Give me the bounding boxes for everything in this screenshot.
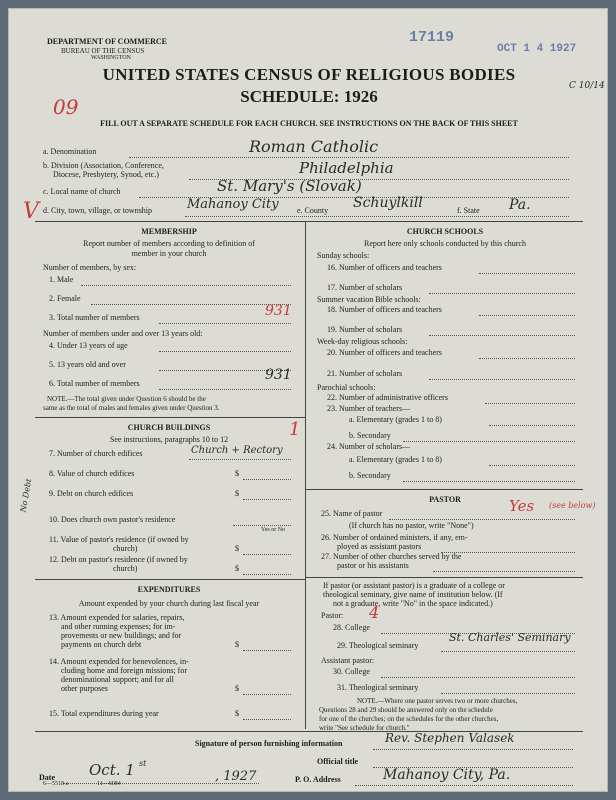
buildings-heading: CHURCH BUILDINGS	[127, 423, 211, 432]
q23a-label: a. Elementary (grades 1 to 8)	[349, 415, 442, 424]
q11-label: 11. Value of pastor's residence (if owned by	[49, 535, 189, 544]
graduate-text-3: not a graduate, write "No" in the space indicated.)	[333, 599, 493, 608]
q24a-label: a. Elementary (grades 1 to 8)	[349, 455, 442, 464]
corner-note: C 10/14	[569, 81, 605, 91]
q16-label: 16. Number of officers and teachers	[327, 263, 442, 272]
q12-label-2: church)	[113, 564, 138, 573]
date-label: Date	[39, 773, 55, 782]
church-name-value: St. Mary's (Slovak)	[217, 177, 362, 195]
schools-intro: Report here only schools conducted by this church	[364, 239, 526, 248]
pastor-note-2: Questions 28 and 29 should be answered only on the schedule	[319, 706, 493, 714]
summer-label: Summer vacation Bible schools:	[317, 295, 421, 304]
q29-label: 29. Theological seminary	[337, 641, 419, 650]
q28-label: 28. College	[333, 623, 370, 632]
q2-female-label: 2. Female	[49, 294, 81, 303]
official-title-label: Official title	[317, 757, 359, 766]
q13-line-4: payments on church debt	[61, 640, 142, 649]
q3-total-label: 3. Total number of members	[49, 313, 140, 322]
q25-note: (see below)	[549, 501, 596, 510]
date-year: , 1927	[215, 769, 257, 784]
q31-label: 31. Theological seminary	[337, 683, 419, 692]
city-town-label: d. City, town, village, or township	[43, 206, 153, 215]
q7-label: 7. Number of church edifices	[49, 449, 143, 458]
yes-no-hint: Yes or No	[261, 527, 286, 533]
membership-heading: MEMBERSHIP	[141, 227, 197, 236]
q18-label: 18. Number of officers and teachers	[327, 305, 442, 314]
q12-label: 12. Debt on pastor's residence (if owned by	[49, 555, 188, 564]
q25-label: 25. Name of pastor	[321, 509, 383, 518]
q15-dollar: $	[235, 709, 239, 718]
q17-label: 17. Number of scholars	[327, 283, 403, 292]
address-label: P. O. Address	[295, 775, 341, 784]
form-instruction: FILL OUT A SEPARATE SCHEDULE FOR EACH CHURCH. SEE INSTRUCTIONS ON THE BACK OF THIS SHEET	[100, 119, 518, 128]
q26-label-2: ployed as assistant pastors	[337, 542, 422, 551]
parochial-label: Parochial schools:	[317, 383, 376, 392]
q6-total-label: 6. Total number of members	[49, 379, 140, 388]
county-value: Schuylkill	[353, 195, 423, 211]
q11-dollar: $	[235, 544, 239, 553]
q11-label-2: church)	[113, 544, 138, 553]
q13-line-2: and other running expenses; for im-	[61, 622, 176, 631]
q27-label-2: pastor or his assistants	[337, 561, 409, 570]
graduate-text-2: theological seminary, give name of institution below. (If	[323, 590, 503, 599]
q26-label: 26. Number of ordained ministers, if any, em-	[321, 533, 468, 542]
q7-value: Church + Rectory	[191, 445, 283, 456]
column-divider	[305, 221, 306, 729]
q1-male-label: 1. Male	[49, 275, 74, 284]
q22-label: 22. Number of administrative officers	[327, 393, 448, 402]
city-label: WASHINGTON	[91, 55, 131, 61]
division-value: Philadelphia	[299, 159, 394, 177]
signature-value: Rev. Stephen Valasek	[385, 731, 515, 745]
q4-under13-label: 4. Under 13 years of age	[49, 341, 128, 350]
expenditures-intro: Amount expended by your church during last fiscal year	[78, 599, 260, 608]
pastor-note-1: NOTE.—Where one pastor serves two or more churches,	[357, 697, 518, 705]
q14-line-3: denominational support; and for all	[61, 675, 174, 684]
q12-dollar: $	[235, 564, 239, 573]
buildings-intro: See instructions, paragraphs 10 to 12	[109, 435, 229, 444]
pastor-mark: 4	[369, 603, 380, 622]
q24-label: 24. Number of scholars—	[327, 442, 411, 451]
pastor-note-4: write "See schedule for church."	[319, 724, 410, 732]
q14-line-1: 14. Amount expended for benevolences, in-	[49, 657, 189, 666]
q24b-label: b. Secondary	[349, 471, 391, 480]
q14-dollar: $	[235, 684, 239, 693]
membership-intro-2: member in your church	[131, 249, 207, 258]
state-value: Pa.	[509, 197, 531, 213]
stamp-number: 17119	[409, 29, 455, 46]
schools-heading: CHURCH SCHOOLS	[406, 227, 484, 236]
assistant-label: Assistant pastor:	[321, 656, 375, 665]
pastor-heading: PASTOR	[429, 495, 461, 504]
church-name-label: c. Local name of church	[43, 187, 121, 196]
q25-sub: (If church has no pastor, write "None")	[349, 521, 474, 530]
membership-note-2: same as the total of males and females given under Question 3.	[43, 404, 220, 412]
form-number: 6—5518 a	[43, 781, 69, 787]
q6-total-value: 931	[265, 367, 292, 383]
q14-line-4: other purposes	[61, 684, 108, 693]
department-label: DEPARTMENT OF COMMERCE	[47, 37, 168, 46]
denomination-value: Roman Catholic	[249, 137, 379, 156]
by-sex-label: Number of members, by sex:	[43, 263, 137, 272]
q10-label: 10. Does church own pastor's residence	[49, 515, 176, 524]
q15-label: 15. Total expenditures during year	[49, 709, 159, 718]
q23b-label: b. Secondary	[349, 431, 391, 440]
q9-label: 9. Debt on church edifices	[49, 489, 134, 498]
graduate-text-1: If pastor (or assistant pastor) is a graduate of a college or	[323, 581, 505, 590]
bureau-label: BUREAU OF THE CENSUS	[61, 47, 145, 55]
address-value: Mahanoy City, Pa.	[383, 767, 511, 783]
signature-label: Signature of person furnishing information	[195, 739, 343, 748]
q8-dollar: $	[235, 469, 239, 478]
q5-13over-label: 5. 13 years old and over	[49, 360, 126, 369]
stamp-date: OCT 1 4 1927	[497, 43, 577, 55]
pastor-note-3: for one of the churches; on the schedules for the other churches,	[319, 715, 499, 723]
q19-label: 19. Number of scholars	[327, 325, 403, 334]
city-value: Mahanoy City	[187, 197, 279, 212]
q14-line-2: cluding home and foreign missions; for	[61, 666, 187, 675]
q20-label: 20. Number of officers and teachers	[327, 348, 442, 357]
red-mark: 09	[53, 95, 79, 119]
q13-line-1: 13. Amount expended for salaries, repairs,	[49, 613, 185, 622]
q23-label: 23. Number of teachers—	[327, 404, 411, 413]
division-label: b. Division (Association, Conference,	[43, 161, 164, 170]
pastor-sub-label: Pastor:	[321, 611, 344, 620]
q13-dollar: $	[235, 640, 239, 649]
date-value: Oct. 1	[89, 761, 135, 779]
q21-label: 21. Number of scholars	[327, 369, 403, 378]
form-subtitle: SCHEDULE: 1926	[240, 87, 378, 106]
date-sup: st	[139, 759, 147, 768]
q25-value: Yes	[509, 497, 535, 515]
margin-note: No Debt	[18, 478, 34, 513]
red-check: V	[23, 199, 39, 224]
q30-label: 30. College	[333, 667, 370, 676]
census-schedule-form	[8, 8, 608, 792]
q29-value: St. Charles' Seminary	[449, 631, 571, 644]
expenditures-heading: EXPENDITURES	[137, 585, 201, 594]
state-label: f. State	[457, 206, 480, 215]
denomination-label: a. Denomination	[43, 147, 97, 156]
division-label-2: Diocese, Presbytery, Synod, etc.)	[53, 170, 159, 179]
membership-intro-1: Report number of members according to definition of	[83, 239, 255, 248]
under-over-label: Number of members under and over 13 years old:	[43, 329, 203, 338]
q8-label: 8. Value of church edifices	[49, 469, 135, 478]
weekday-label: Week-day religious schools:	[317, 337, 408, 346]
form-title: UNITED STATES CENSUS OF RELIGIOUS BODIES	[102, 65, 516, 84]
county-label: e. County	[297, 206, 329, 215]
print-number: 11—6084	[97, 781, 121, 787]
q7-red-mark: 1	[289, 419, 301, 440]
q9-dollar: $	[235, 489, 239, 498]
membership-note-1: NOTE.—The total given under Question 6 should be the	[47, 395, 206, 403]
sunday-label: Sunday schools:	[317, 251, 370, 260]
q27-label: 27. Number of other churches served by the	[321, 552, 462, 561]
q13-line-3: provements or new buildings; and for	[61, 631, 182, 640]
q3-total-value: 931	[265, 303, 292, 319]
